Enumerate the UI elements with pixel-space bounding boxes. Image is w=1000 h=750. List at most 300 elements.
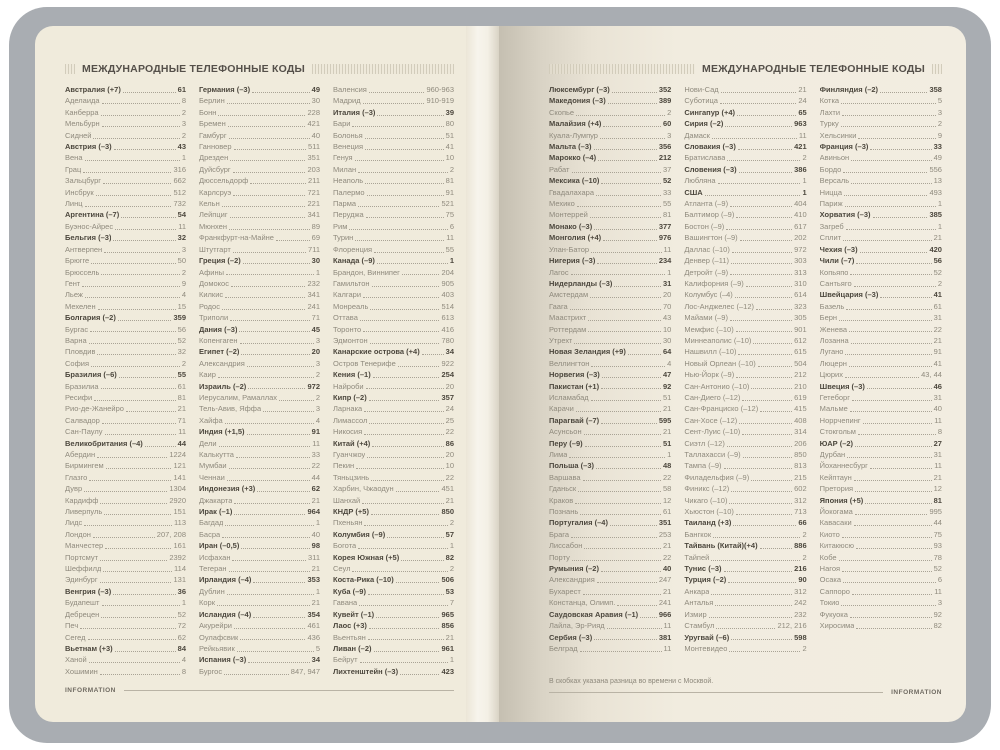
city-code-row <box>199 335 320 346</box>
entry-name: Таллахасси (–9) <box>684 450 741 459</box>
entry-code: 61 <box>933 301 942 311</box>
entry-code: 511 <box>308 142 320 152</box>
dot-leader <box>598 160 657 161</box>
entry-name: Лозанна <box>819 335 849 345</box>
entry-code: 151 <box>173 507 186 517</box>
dot-leader <box>239 331 309 332</box>
city-code-row <box>65 198 186 209</box>
entry-name: Вьентьян <box>333 632 366 642</box>
city-code-row <box>333 278 454 289</box>
city-code-row <box>684 529 806 540</box>
entry-code: 415 <box>794 404 807 414</box>
dot-leader <box>229 229 310 230</box>
city-code-row <box>549 301 671 312</box>
entry-code: 972 <box>794 244 807 254</box>
dot-leader <box>583 480 661 481</box>
dot-leader <box>712 138 797 139</box>
entry-name: Болонья <box>333 130 363 140</box>
entry-name: Печ <box>65 621 79 631</box>
entry-name: Франкфурт-на-Майне <box>199 233 274 243</box>
entry-name: Шанхай <box>333 495 361 505</box>
city-code-row <box>820 403 942 414</box>
entry-name: Тайпей <box>684 552 710 562</box>
entry-name: Берн <box>819 313 838 323</box>
entry-code: 316 <box>173 164 186 174</box>
entry-code: 131 <box>173 575 186 585</box>
entry-code: 613 <box>441 313 454 323</box>
entry-name: Бари <box>333 119 351 129</box>
entry-name: Рио-де-Жанейро <box>65 404 124 414</box>
country-code-row <box>65 312 186 323</box>
entry-code: 2920 <box>169 495 186 505</box>
entry-name: Сан-Диего (–12) <box>684 392 741 402</box>
entry-code: 3 <box>315 358 320 368</box>
entry-name: Лиссабон <box>549 541 583 551</box>
city-code-row <box>333 495 454 506</box>
entry-name: Киото <box>819 529 840 539</box>
country-code-row <box>199 654 320 665</box>
entry-code: 11 <box>312 438 320 448</box>
country-code-row <box>549 517 671 528</box>
city-code-row <box>333 403 454 414</box>
city-code-row <box>333 152 454 163</box>
country-code-row <box>199 255 320 266</box>
city-code-row <box>199 563 320 574</box>
entry-code: 45 <box>311 324 320 334</box>
entry-name: Маастрихт <box>549 313 587 323</box>
city-code-row <box>65 506 186 517</box>
dot-leader <box>227 103 310 104</box>
right-page <box>499 26 966 722</box>
entry-code: 82 <box>933 621 942 631</box>
city-code-row <box>199 449 320 460</box>
dot-leader <box>851 343 932 344</box>
footer-rule <box>549 692 883 693</box>
city-code-row <box>820 506 942 517</box>
entry-code: 1 <box>802 176 807 186</box>
city-code-row <box>549 449 671 460</box>
entry-code: 86 <box>445 438 454 448</box>
entry-code: 3 <box>181 119 186 129</box>
entry-name: Копьяпо <box>819 267 849 277</box>
entry-name: Штутгарт <box>199 244 231 254</box>
entry-name: Марокко (–4) <box>549 153 597 163</box>
entry-name: Канарские острова (+4) <box>333 347 420 357</box>
dot-leader <box>865 503 931 504</box>
entry-code: 2 <box>802 552 807 562</box>
entry-code: 352 <box>658 85 672 94</box>
country-code-row <box>333 107 454 118</box>
entry-name: Монтевидео <box>684 643 728 653</box>
entry-name: Бангкок <box>684 529 712 539</box>
dot-leader <box>240 639 305 640</box>
dot-leader <box>602 377 661 378</box>
entry-name: Мексика (–10) <box>549 176 600 186</box>
dot-leader <box>740 240 792 241</box>
city-code-row <box>684 289 806 300</box>
city-code-row <box>199 369 320 380</box>
entry-name: Колумбия (–9) <box>333 529 386 539</box>
entry-name: Харбин, Чжаодун <box>333 484 394 494</box>
entry-name: Бельгия (–3) <box>65 233 112 243</box>
entry-code: 305 <box>794 313 807 323</box>
entry-code: 556 <box>929 164 942 174</box>
dot-leader <box>101 617 175 618</box>
entry-code: 341 <box>307 290 320 300</box>
entry-name: Сингапур (+4) <box>684 107 735 117</box>
entry-name: Филадельфия (–9) <box>684 472 750 482</box>
city-code-row <box>549 358 671 369</box>
dot-leader <box>250 183 306 184</box>
entry-name: Ницца <box>819 187 843 197</box>
entry-name: София <box>65 358 90 368</box>
country-code-row <box>549 346 671 357</box>
dot-leader <box>377 263 448 264</box>
entry-code: 506 <box>441 575 454 585</box>
dot-leader <box>232 560 306 561</box>
entry-code: 44 <box>933 518 942 528</box>
right-page-footer <box>549 678 942 696</box>
entry-name: Авиньон <box>819 153 850 163</box>
country-code-row <box>549 460 671 471</box>
entry-code: 13 <box>933 176 942 186</box>
city-code-row <box>820 278 942 289</box>
entry-name: Мумбаи <box>199 461 227 471</box>
entry-name: Рабат <box>549 164 570 174</box>
entry-code: 910-919 <box>426 96 454 106</box>
country-code-row <box>199 506 320 517</box>
entry-code: 21 <box>933 472 942 482</box>
entry-name: Сан-Паулу <box>65 427 103 437</box>
dot-leader <box>751 480 792 481</box>
entry-code: 11 <box>446 233 454 243</box>
entry-name: Калькутта <box>199 450 234 459</box>
entry-code: 1 <box>449 256 454 266</box>
dot-leader <box>370 309 439 310</box>
city-code-row <box>820 95 942 106</box>
entry-name: Аргентина (–7) <box>65 210 120 220</box>
city-code-row <box>199 586 320 597</box>
entry-name: Хайфа <box>199 415 223 425</box>
city-code-row <box>820 426 942 437</box>
city-code-row <box>65 244 186 255</box>
city-code-row <box>65 278 186 289</box>
entry-code: 2 <box>181 267 186 277</box>
entry-code: 206 <box>794 438 807 448</box>
city-code-row <box>820 620 942 631</box>
entry-name: Чехия (–3) <box>819 244 858 254</box>
entry-name: Загреб <box>819 221 844 231</box>
entry-name: Саппоро <box>819 586 850 596</box>
entry-name: Канада (–9) <box>333 256 375 266</box>
entry-code: 232 <box>794 609 807 619</box>
city-code-row <box>549 198 671 209</box>
entry-name: Никосия <box>333 427 363 437</box>
entry-name: Мюнхен <box>199 221 227 231</box>
city-code-row <box>65 403 186 414</box>
entry-name: Варна <box>65 335 87 345</box>
dot-leader <box>739 172 793 173</box>
entry-name: Лугано <box>819 347 844 357</box>
country-code-row <box>549 415 671 426</box>
entry-code: 82 <box>445 552 454 562</box>
entry-name: Корк <box>199 598 215 608</box>
dot-leader <box>845 377 919 378</box>
city-code-row <box>333 141 454 152</box>
entry-name: Акурейри <box>199 621 232 631</box>
entry-name: Словакия (–3) <box>684 142 736 152</box>
city-code-row <box>199 620 320 631</box>
city-code-row <box>65 175 186 186</box>
entry-name: Брага <box>549 529 570 539</box>
entry-code: 204 <box>441 267 454 277</box>
entry-name: Стокгольм <box>819 427 856 437</box>
entry-name: Швейцария (–3) <box>819 290 879 300</box>
entry-code: 212 <box>794 370 807 380</box>
country-code-row <box>199 324 320 335</box>
entry-code: 2 <box>937 278 942 288</box>
dot-leader <box>612 92 657 93</box>
entry-code: 81 <box>445 176 454 186</box>
dot-leader <box>867 388 932 389</box>
city-code-row <box>199 403 320 414</box>
entry-code: 93 <box>933 541 942 551</box>
country-code-row <box>65 586 186 597</box>
entry-name: Иерусалим, Рамаллах <box>199 392 278 402</box>
entry-name: Роттердам <box>549 324 587 334</box>
city-code-row <box>65 381 186 392</box>
entry-name: Торонто <box>333 324 362 334</box>
entry-name: Бонн <box>199 107 217 117</box>
entry-name: Венгрия (–3) <box>65 586 112 596</box>
entry-code: 37 <box>662 164 672 174</box>
entry-name: Париж <box>819 199 843 209</box>
city-code-row <box>684 84 806 95</box>
country-code-row <box>549 381 671 392</box>
entry-name: Сербия (–3) <box>549 632 593 642</box>
city-code-row <box>333 358 454 369</box>
dot-leader <box>352 571 447 572</box>
dot-leader <box>575 503 661 504</box>
city-code-row <box>333 164 454 175</box>
city-code-row <box>199 392 320 403</box>
city-code-row <box>65 654 186 665</box>
country-code-row <box>684 118 806 129</box>
dot-leader <box>222 537 309 538</box>
entry-code: 21 <box>311 495 320 505</box>
dot-leader <box>372 286 440 287</box>
city-code-row <box>65 552 186 563</box>
entry-code: 22 <box>311 461 320 471</box>
city-code-row <box>65 255 186 266</box>
city-code-row <box>65 517 186 528</box>
country-code-row <box>684 141 806 152</box>
entry-name: Бостон (–9) <box>684 221 725 231</box>
entry-code: 4 <box>181 655 186 665</box>
entry-code: 512 <box>173 187 186 197</box>
dot-leader <box>841 605 935 606</box>
country-code-row <box>549 369 671 380</box>
dot-leader <box>89 662 180 663</box>
entry-name: Найроби <box>333 381 364 391</box>
city-code-row <box>684 221 806 232</box>
entry-code: 721 <box>307 187 320 197</box>
entry-code: 9 <box>181 278 186 288</box>
city-code-row <box>199 278 320 289</box>
entry-name: Люксембург (–3) <box>549 85 610 94</box>
country-code-row <box>65 369 186 380</box>
entry-code: 408 <box>794 415 807 425</box>
dot-leader <box>84 525 172 526</box>
entry-code: 20 <box>445 381 454 391</box>
entry-code: 1 <box>315 518 320 528</box>
city-code-row <box>549 643 671 654</box>
entry-code: 254 <box>441 370 454 380</box>
city-code-row <box>65 221 186 232</box>
city-code-row <box>684 278 806 289</box>
entry-code: 55 <box>445 244 454 254</box>
dot-leader <box>247 434 310 435</box>
dot-leader <box>363 331 439 332</box>
dot-leader <box>863 423 933 424</box>
entry-name: США <box>684 187 703 197</box>
dot-leader <box>640 617 657 618</box>
entry-code: 351 <box>307 153 320 163</box>
entry-code: 21 <box>311 598 320 608</box>
city-code-row <box>549 574 671 585</box>
dot-leader <box>422 354 444 355</box>
city-code-row <box>65 95 186 106</box>
city-code-row <box>820 369 942 380</box>
entry-code: 24 <box>798 96 807 106</box>
country-code-row <box>199 426 320 437</box>
entry-code: 323 <box>794 301 807 311</box>
entry-name: Бирмингем <box>65 461 104 471</box>
dot-leader <box>80 628 175 629</box>
city-code-row <box>549 324 671 335</box>
dot-leader <box>574 343 661 344</box>
entry-name: Дания (–3) <box>199 324 238 334</box>
dot-leader <box>731 491 792 492</box>
entry-name: Хьюстон (–10) <box>684 507 734 517</box>
entry-code: 901 <box>794 324 807 334</box>
dot-leader <box>100 582 172 583</box>
city-code-row <box>684 255 806 266</box>
entry-name: Португалия (–4) <box>549 518 608 528</box>
entry-name: Турку <box>819 119 839 129</box>
city-code-row <box>65 118 186 129</box>
dot-leader <box>121 217 175 218</box>
entry-name: Гент <box>65 278 81 288</box>
city-code-row <box>199 107 320 118</box>
dot-leader <box>596 195 661 196</box>
entry-name: Исландия (–4) <box>199 609 252 619</box>
entry-name: Венеция <box>333 142 364 152</box>
city-code-row <box>684 335 806 346</box>
entry-code: 52 <box>662 176 672 186</box>
entry-code: 71 <box>311 313 320 323</box>
entry-code: 3 <box>181 244 186 254</box>
entry-code: 33 <box>311 450 320 459</box>
city-code-row <box>199 221 320 232</box>
entry-name: Бухарест <box>549 586 581 596</box>
city-code-row <box>199 267 320 278</box>
dot-leader <box>715 605 792 606</box>
dot-leader <box>233 195 305 196</box>
entry-name: Денвер (–11) <box>684 256 729 266</box>
city-code-row <box>549 620 671 631</box>
dot-leader <box>843 582 936 583</box>
dot-leader <box>590 217 661 218</box>
entry-name: Тунис (–3) <box>684 564 722 574</box>
dot-leader <box>90 331 176 332</box>
city-code-row <box>820 415 942 426</box>
dot-leader <box>736 514 792 515</box>
dot-leader <box>229 571 310 572</box>
entry-code: 961 <box>441 643 454 653</box>
city-code-row <box>820 164 942 175</box>
dot-leader <box>578 491 661 492</box>
city-code-row <box>549 244 671 255</box>
entry-code: 11 <box>934 415 942 425</box>
dot-leader <box>720 103 796 104</box>
entry-code: 886 <box>794 541 807 551</box>
entry-code: 48 <box>662 461 672 471</box>
entry-code: 52 <box>177 335 186 345</box>
dot-leader <box>850 411 932 412</box>
city-code-row <box>65 574 186 585</box>
entry-code: 22 <box>662 472 672 482</box>
dot-leader <box>839 560 932 561</box>
entry-code: 52 <box>177 609 186 619</box>
city-code-row <box>65 324 186 335</box>
city-code-row <box>549 529 671 540</box>
dot-leader <box>736 377 792 378</box>
entry-code: 354 <box>307 609 320 619</box>
entry-code: 410 <box>794 210 807 220</box>
city-code-row <box>549 506 671 517</box>
entry-code: 1 <box>315 586 320 596</box>
entry-name: Испания (–3) <box>199 655 247 665</box>
city-code-row <box>199 198 320 209</box>
entry-name: Ирак (–1) <box>199 507 233 517</box>
dot-leader <box>369 628 440 629</box>
entry-code: 55 <box>177 370 186 380</box>
dot-leader <box>367 457 443 458</box>
entry-code: 612 <box>794 335 807 345</box>
city-code-row <box>820 472 942 483</box>
entry-name: Исфахан <box>199 552 231 562</box>
entry-name: Джакарта <box>199 495 233 505</box>
country-code-row <box>820 141 942 152</box>
information-label: INFORMATION <box>65 687 116 694</box>
country-code-row <box>820 438 942 449</box>
city-code-row <box>199 95 320 106</box>
entry-code: 47 <box>662 370 672 380</box>
city-code-row <box>684 324 806 335</box>
entry-name: Варшава <box>549 472 581 482</box>
country-code-row <box>549 278 671 289</box>
entry-name: Абердин <box>65 450 96 459</box>
city-code-row <box>199 472 320 483</box>
country-code-row <box>549 95 671 106</box>
city-code-row <box>199 495 320 506</box>
entry-code: 711 <box>308 244 320 254</box>
entry-name: Лаос (+3) <box>333 621 367 631</box>
entry-name: Бордо <box>819 164 842 174</box>
entry-code: 2 <box>181 358 186 368</box>
country-code-row <box>333 574 454 585</box>
